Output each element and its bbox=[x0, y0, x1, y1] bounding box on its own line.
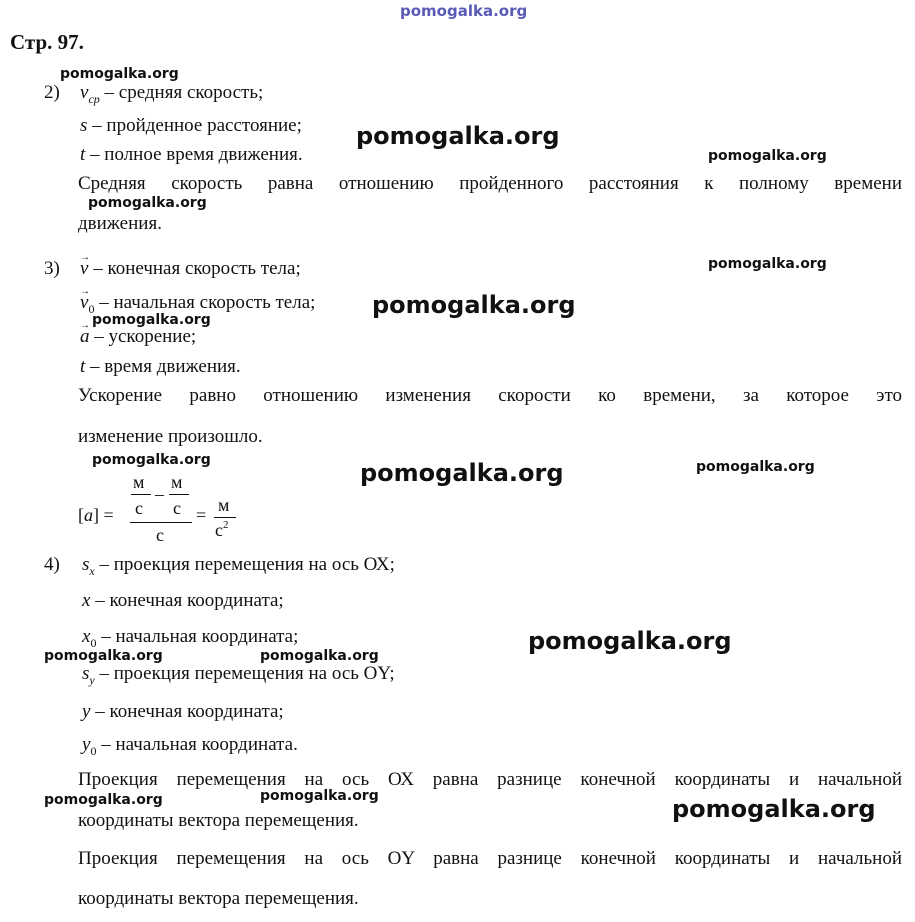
watermark: pomogalka.org bbox=[88, 195, 207, 211]
definition-line bbox=[82, 734, 298, 757]
definition-text: – проекция перемещения на ось ОХ; bbox=[94, 554, 395, 575]
definition-line bbox=[80, 82, 263, 105]
definition-text: – конечная скорость тела; bbox=[88, 258, 301, 279]
watermark: pomogalka.org bbox=[708, 148, 827, 164]
watermark: pomogalka.org bbox=[528, 627, 732, 655]
definition-line bbox=[80, 356, 241, 378]
symbol: x bbox=[82, 626, 91, 647]
definition-line bbox=[82, 590, 284, 612]
vector-symbol: → v bbox=[80, 292, 88, 314]
definition-line bbox=[82, 663, 395, 686]
symbol-subscript: ср bbox=[88, 92, 100, 106]
definition-text: – ускорение; bbox=[89, 326, 197, 347]
formula-lhs: [a] = bbox=[78, 505, 114, 525]
main-denominator: с bbox=[156, 525, 164, 545]
paragraph-line: Ускорение равно отношению изменения скорости ко времени, за которое это bbox=[78, 385, 902, 406]
vector-symbol: → a bbox=[80, 326, 90, 348]
watermark: pomogalka.org bbox=[92, 452, 211, 468]
definition-line bbox=[80, 258, 301, 280]
watermark: pomogalka.org bbox=[260, 648, 379, 664]
definition-text: – полное время движения. bbox=[85, 144, 303, 165]
units-formula bbox=[78, 470, 248, 550]
definition-text: – конечная координата; bbox=[90, 701, 284, 722]
definition-line bbox=[82, 626, 298, 649]
symbol: t bbox=[80, 356, 86, 377]
paragraph-line: Средняя скорость равна отношению пройденного расстояния к полному времени bbox=[78, 173, 902, 194]
watermark-top: pomogalka.org bbox=[400, 2, 528, 20]
symbol: v bbox=[80, 82, 89, 103]
watermark: pomogalka.org bbox=[92, 312, 211, 328]
denominator-unit: с bbox=[135, 498, 143, 518]
symbol: y bbox=[82, 734, 91, 755]
symbol-subscript: 0 bbox=[90, 744, 97, 758]
symbol: t bbox=[80, 144, 86, 165]
symbol: x bbox=[82, 590, 91, 611]
symbol-subscript: 0 bbox=[88, 302, 95, 316]
definition-text: – пройденное расстояние; bbox=[87, 115, 302, 136]
item-number: 3) bbox=[44, 258, 60, 279]
symbol: y bbox=[82, 701, 91, 722]
numerator-unit: м bbox=[133, 472, 145, 492]
result-numerator: м bbox=[218, 495, 230, 515]
symbol-subscript: 0 bbox=[90, 636, 97, 650]
definition-text: – начальная координата. bbox=[96, 734, 298, 755]
definition-line bbox=[80, 144, 303, 166]
definition-line bbox=[80, 292, 315, 315]
definition-line bbox=[80, 115, 302, 137]
watermark: pomogalka.org bbox=[708, 256, 827, 272]
watermark: pomogalka.org bbox=[44, 648, 163, 664]
symbol: s bbox=[82, 554, 90, 575]
definition-text: – конечная координата; bbox=[90, 590, 284, 611]
watermark: pomogalka.org bbox=[44, 792, 163, 808]
watermark: pomogalka.org bbox=[360, 459, 564, 487]
numerator-unit: м bbox=[171, 472, 183, 492]
symbol: s bbox=[82, 663, 90, 684]
paragraph-line: изменение произошло. bbox=[78, 426, 263, 447]
paragraph-line: координаты вектора перемещения. bbox=[78, 810, 359, 831]
symbol-subscript: x bbox=[89, 564, 95, 578]
watermark: pomogalka.org bbox=[60, 66, 179, 82]
result-denominator: $с^2$ bbox=[215, 519, 229, 540]
vector-symbol: → v bbox=[80, 258, 88, 280]
equals-sign: = bbox=[196, 505, 207, 525]
definition-text: – начальная координата; bbox=[96, 626, 299, 647]
paragraph-line: координаты вектора перемещения. bbox=[78, 888, 359, 909]
item-number: 4) bbox=[44, 554, 60, 575]
symbol-subscript: y bbox=[89, 673, 95, 687]
paragraph-line: Проекция перемещения на ось ОХ равна разнице конечной координаты и начальной bbox=[78, 769, 902, 790]
definition-text: – проекция перемещения на ось OY; bbox=[94, 663, 395, 684]
item-number: 2) bbox=[44, 82, 60, 103]
watermark: pomogalka.org bbox=[356, 122, 560, 150]
paragraph-line: Проекция перемещения на ось OY равна разнице конечной координаты и начальной bbox=[78, 848, 902, 869]
denominator-unit: с bbox=[173, 498, 181, 518]
symbol: s bbox=[80, 115, 88, 136]
watermark: pomogalka.org bbox=[696, 459, 815, 475]
watermark: pomogalka.org bbox=[372, 291, 576, 319]
paragraph-line: движения. bbox=[78, 213, 162, 234]
page-title: Стр. 97. bbox=[10, 30, 84, 54]
definition-line bbox=[80, 326, 196, 348]
definition-line bbox=[82, 554, 395, 577]
minus-sign: – bbox=[155, 484, 164, 504]
definition-text: – время движения. bbox=[85, 356, 241, 377]
watermark: pomogalka.org bbox=[672, 795, 876, 823]
definition-line bbox=[82, 701, 284, 723]
definition-text: – средняя скорость; bbox=[99, 82, 264, 103]
watermark: pomogalka.org bbox=[260, 788, 379, 804]
definition-text: – начальная скорость тела; bbox=[94, 292, 316, 313]
